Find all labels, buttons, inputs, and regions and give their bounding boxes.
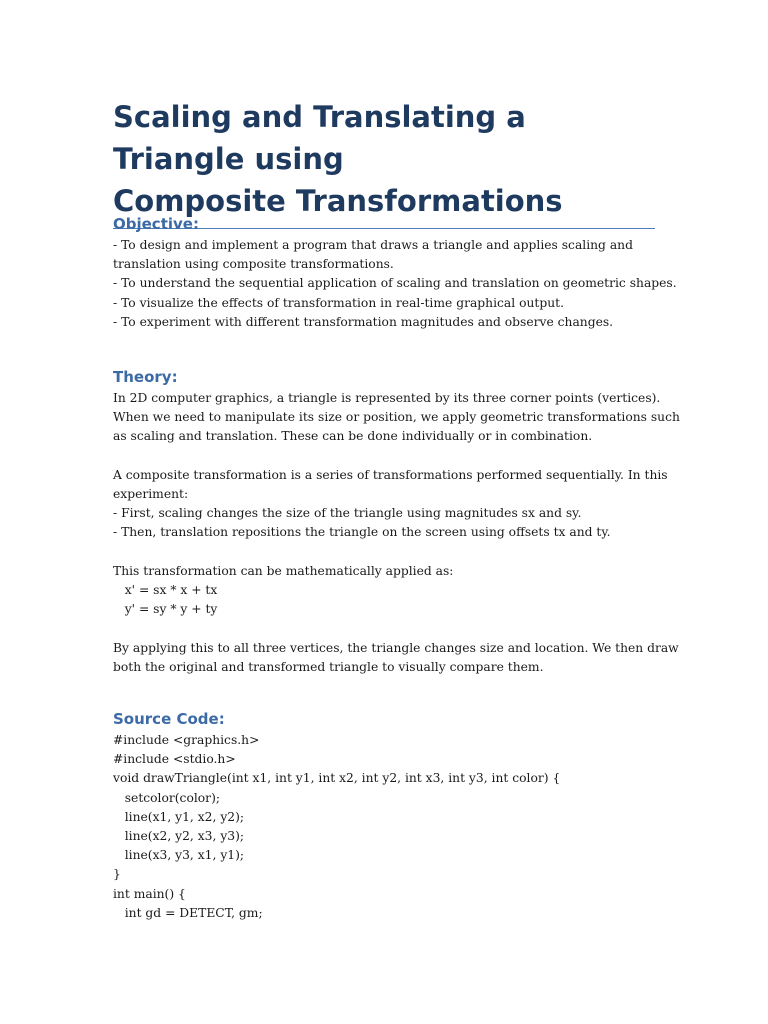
theory-line: both the original and transformed triangle to visually compare them. [113, 659, 544, 674]
code-block [113, 731, 560, 923]
theory-paragraph-4 [113, 639, 680, 677]
title-line-1: Scaling and Translating a Triangle using [113, 100, 526, 176]
document-page [113, 96, 680, 920]
objective-line: - To design and implement a program that draws a triangle and applies scaling and [113, 238, 633, 252]
code-line: setcolor(color); [113, 790, 221, 805]
theory-line: In 2D computer graphics, a triangle is represented by its three corner points (vertices). [113, 391, 661, 405]
objective-line: - To experiment with different transformation magnitudes and observe changes. [113, 314, 614, 329]
code-line: line(x2, y2, x3, y3); [113, 829, 245, 844]
code-line: line(x3, y3, x1, y1); [113, 848, 245, 863]
theory-line: This transformation can be mathematically applied as: [113, 563, 454, 578]
formula-line: y' = sy * y + ty [113, 602, 218, 617]
objective-heading: Objective: [113, 215, 199, 233]
objective-section [113, 214, 677, 332]
theory-line: - First, scaling changes the size of the triangle using magnitudes sx and sy. [113, 506, 582, 521]
title-line-2: Composite Transformations [113, 184, 563, 218]
objective-line: - To visualize the effects of transformation in real-time graphical output. [113, 295, 564, 310]
source-code-section [113, 709, 560, 923]
theory-paragraph-1 [113, 389, 680, 447]
theory-line: By applying this to all three vertices, the triangle changes size and location. We then draw [113, 640, 679, 655]
code-line: void drawTriangle(int x1, int y1, int x2, int y2, int x3, int y3, int color) { [113, 771, 561, 786]
objective-line: translation using composite transformations. [113, 257, 394, 272]
code-line: int gd = DETECT, gm; [113, 905, 263, 920]
theory-line: A composite transformation is a series of transformations performed sequentially. In this [113, 467, 668, 482]
code-line: #include <graphics.h> [113, 733, 260, 747]
document-title [113, 96, 655, 229]
formula-line: x' = sx * x + tx [113, 583, 218, 597]
theory-line: When we need to manipulate its size or position, we apply geometric transformations such [113, 410, 680, 425]
code-line: } [113, 867, 121, 882]
theory-line: experiment: [113, 487, 189, 501]
code-line: line(x1, y1, x2, y2); [113, 809, 245, 824]
theory-line: as scaling and translation. These can be done individually or in combination. [113, 429, 593, 444]
theory-paragraph-3 [113, 562, 680, 620]
code-line: int main() { [113, 886, 186, 901]
theory-line: - Then, translation repositions the triangle on the screen using offsets tx and ty. [113, 525, 611, 540]
theory-section [113, 367, 680, 677]
objective-line: - To understand the sequential application of scaling and translation on geometric shapes. [113, 276, 677, 291]
theory-paragraph-2 [113, 466, 680, 543]
objective-list [113, 236, 677, 332]
theory-heading: Theory: [113, 368, 178, 386]
code-line: #include <stdio.h> [113, 752, 236, 767]
source-code-heading: Source Code: [113, 710, 225, 728]
